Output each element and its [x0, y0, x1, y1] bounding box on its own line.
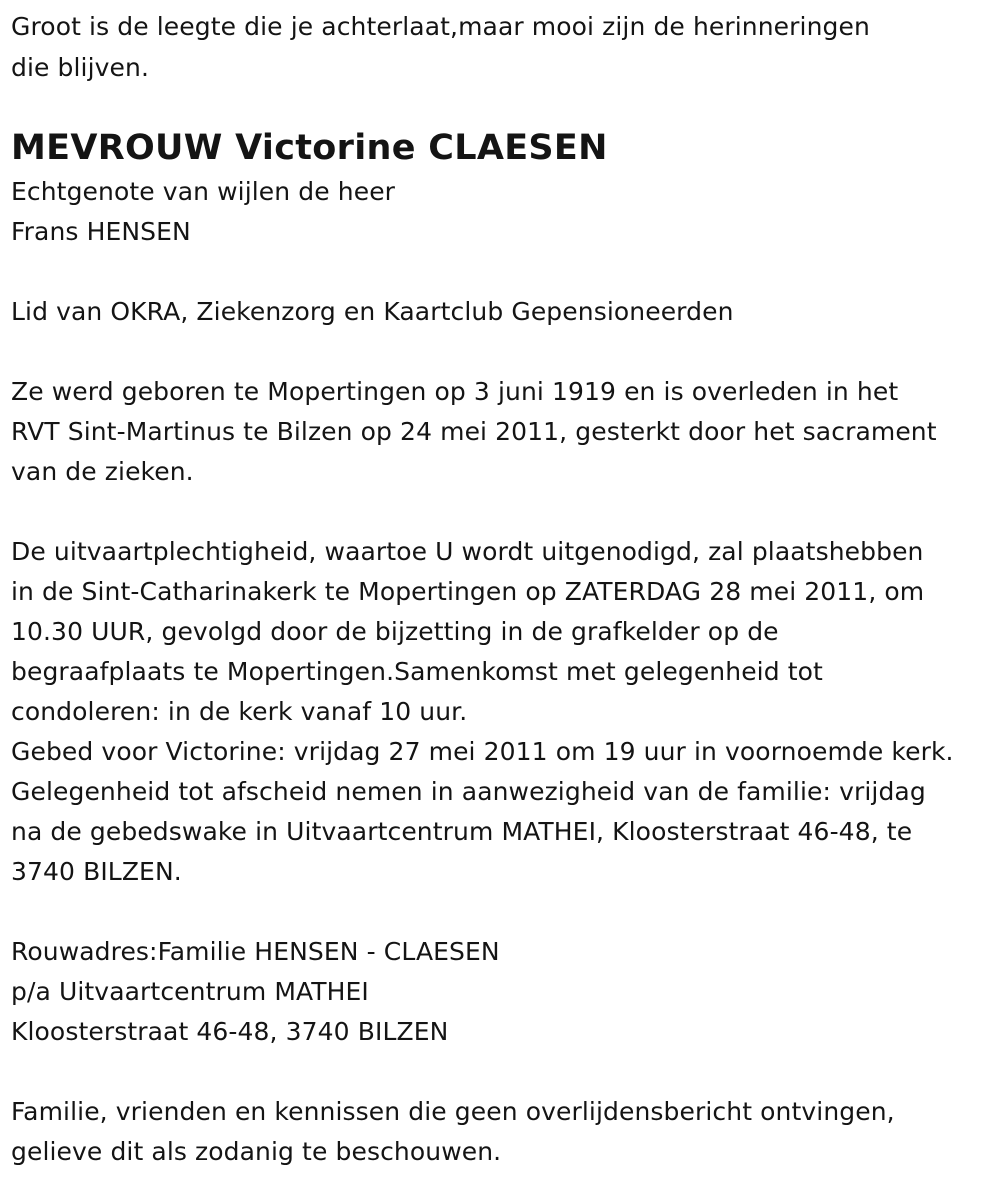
funeral-line-1: De uitvaartplechtigheid, waartoe U wordt uitgenodigd, zal plaatshebben — [11, 537, 924, 566]
closing-line-2: gelieve dit als zodanig te beschouwen. — [11, 1137, 502, 1166]
closing-note — [11, 1092, 996, 1172]
quote-line-2: die blijven. — [11, 53, 150, 82]
quote-line-1: Groot is de leegte die je achterlaat,maar mooi zijn de herinneringen — [11, 12, 870, 41]
address-line-2: p/a Uitvaartcentrum MATHEI — [11, 977, 369, 1006]
funeral-line-6: Gebed voor Victorine: vrijdag 27 mei 2011 om 19 uur in voornoemde kerk. — [11, 737, 954, 766]
closing-line-1: Familie, vrienden en kennissen die geen overlijdensbericht ontvingen, — [11, 1097, 895, 1126]
funeral-line-3: 10.30 UUR, gevolgd door de bijzetting in de grafkelder op de — [11, 617, 779, 646]
membership-info — [11, 292, 996, 332]
address-line-1: Rouwadres:Familie HENSEN - CLAESEN — [11, 937, 500, 966]
spacer — [11, 1052, 996, 1092]
funeral-line-5: condoleren: in de kerk vanaf 10 uur. — [11, 697, 468, 726]
memorial-quote — [11, 6, 996, 88]
spouse-line-2: Frans HENSEN — [11, 217, 191, 246]
spouse-line-1: Echtgenote van wijlen de heer — [11, 177, 396, 206]
spacer — [11, 252, 996, 292]
mourning-address — [11, 932, 996, 1052]
birth-death-line-3: van de zieken. — [11, 457, 194, 486]
funeral-line-8: na de gebedswake in Uitvaartcentrum MATHEI, Kloosterstraat 46-48, te — [11, 817, 913, 846]
funeral-info — [11, 532, 996, 892]
funeral-line-9: 3740 BILZEN. — [11, 857, 182, 886]
funeral-line-4: begraafplaats te Mopertingen.Samenkomst met gelegenheid tot — [11, 657, 823, 686]
birth-death-line-2: RVT Sint-Martinus te Bilzen op 24 mei 2011, gesterkt door het sacrament — [11, 417, 937, 446]
spacer — [11, 492, 996, 532]
spouse-info — [11, 172, 996, 252]
spacer — [11, 892, 996, 932]
birth-death-line-1: Ze werd geboren te Mopertingen op 3 juni 1919 en is overleden in het — [11, 377, 899, 406]
deceased-name: MEVROUW Victorine CLAESEN — [11, 128, 608, 168]
obituary-notice — [11, 6, 996, 1172]
funeral-line-2: in de Sint-Catharinakerk te Mopertingen op ZATERDAG 28 mei 2011, om — [11, 577, 925, 606]
membership-line: Lid van OKRA, Ziekenzorg en Kaartclub Gepensioneerden — [11, 297, 734, 326]
funeral-line-7: Gelegenheid tot afscheid nemen in aanwezigheid van de familie: vrijdag — [11, 777, 926, 806]
spacer — [11, 332, 996, 372]
address-line-3: Kloosterstraat 46-48, 3740 BILZEN — [11, 1017, 449, 1046]
birth-death-info — [11, 372, 996, 492]
